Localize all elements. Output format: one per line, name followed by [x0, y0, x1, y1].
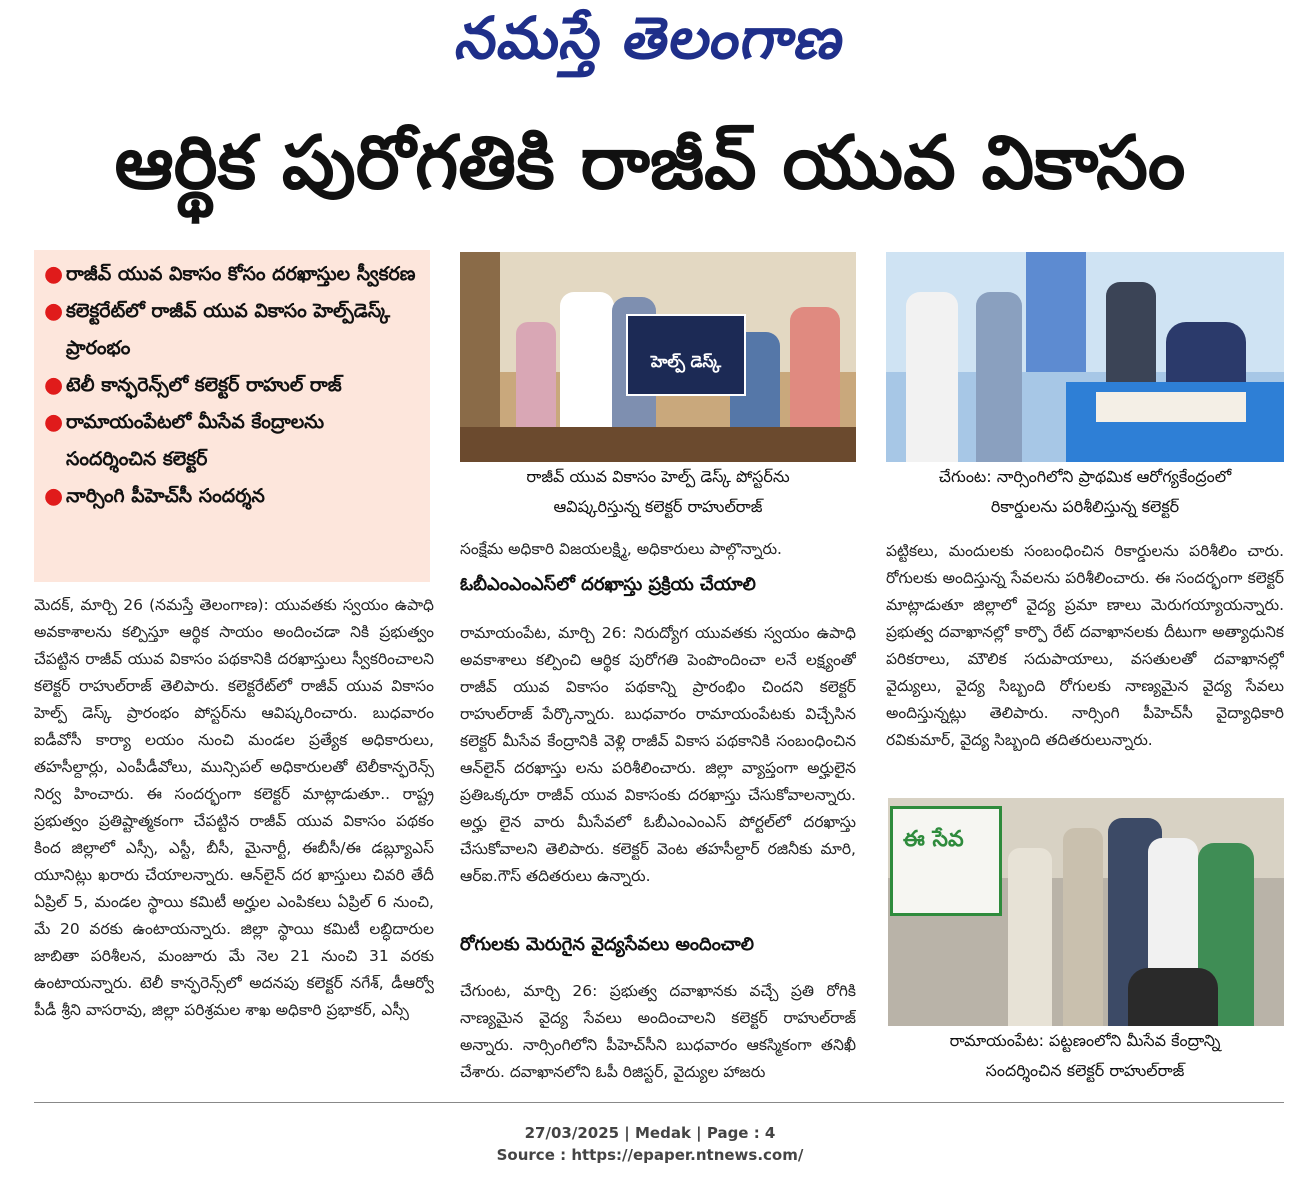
helpdesk-poster: హెల్ప్ డెస్క్ [626, 314, 746, 396]
headline: ఆర్థిక పురోగతికి రాజీవ్ యువ వికాసం [114, 120, 1186, 206]
meeseva-sign: ఈ సేవ [890, 806, 1002, 916]
bottom-rule [34, 1102, 1284, 1103]
highlights-box [34, 250, 430, 582]
photo1-caption: రాజీవ్ యువ వికాసం హెల్ప్ డెస్క్ పోస్టర్‌ను ఆవిష్కరిస్తున్న కలెక్టర్ రాహుల్‌రాజ్ [526, 467, 790, 516]
highlight-item: ● నార్సింగి పీహెచ్‌సీ సందర్శన [44, 484, 265, 509]
left-article: మెదక్, మార్చి 26 (నమస్తే తెలంగాణ): యువతకు స్వయం ఉపాధి అవకాశాలను కల్పిస్తూ ఆర్థిక సాయం అందించడా నికి ప్రభుత్వం చేపట్టిన రాజీవ్ యువ వికాసం పథకానికి దరఖాస్తులు స్వీకరించాలని కలెక్టర్ రాహుల్‌రాజ్ తెలిపారు. కలెక్టరేట్‌లో రాజీవ్ యువ వికాసం హెల్ప్ డెస్క్ ప్రారంభం పోస్టర్‌ను ఆవిష్కరించారు. బుధవారం ఐడీవోసీ కార్యా లయం నుంచి మండల ప్రత్యేక అధికారులు, తహసీల్దార్లు, ఎంపీడీవోలు, మున్సిపల్ అధికారులతో టెలీకాన్ఫరెన్స్ నిర్వ హించారు. ఈ సందర్భంగా కలెక్టర్ మాట్లాడుతూ.. రాష్ట్ర ప్రభుత్వం ప్రతిష్టాత్మకంగా చేపట్టిన రాజీవ్ యువ వికాసం పథకం కింద జిల్లాలో ఎస్సీ, ఎస్టీ, బీసీ, మైనార్టీ, ఈబీసీ/ఈ డబ్ల్యూఎస్ యూనిట్లు ఖరారు చేయాలన్నారు. ఆన్‌లైన్ దర ఖాస్తులు చివరి తేదీ ఏప్రిల్ 5, మండల స్థాయి కమిటీ అర్హుల ఎంపికలు ఏప్రిల్ 6 నుంచి, మే 20 వరకు ఉంటాయన్నారు. జిల్లా స్థాయి కమిటీ లబ్ధిదారుల జాబితా పరిశీలన, మంజూరు మే నెల 21 నుంచి 31 వరకు ఉంటాయన్నారు. టెలీ కాన్ఫరెన్స్‌లో అదనపు కలెక్టర్ నగేశ్, డీఆర్వో పీడీ శ్రీని వాసరావు, జిల్లా పరిశ్రమల శాఖ అధికారి ప్రభాకర్, ఎస్సీ [34, 596, 434, 1019]
photo3-caption: రామాయంపేట: పట్టణంలోని మీసేవ కేంద్రాన్ని సందర్శించిన కలెక్టర్ రాహుల్‌రాజ్ [949, 1031, 1221, 1080]
subhead-medical: రోగులకు మెరుగైన వైద్యసేవలు అందించాలి [460, 934, 754, 955]
highlight-item: ● రాజీవ్ యువ వికాసం కోసం దరఖాస్తుల స్వీకరణ [44, 262, 416, 287]
photo-helpdesk-launch [460, 252, 856, 462]
highlight-item: ● రామాయంపేటలో మీసేవ కేంద్రాలను సందర్శించిన కలెక్టర్ [44, 410, 325, 470]
highlight-item: ● టెలీ కాన్ఫరెన్స్‌లో కలెక్టర్ రాహుల్ రాజ్ [44, 373, 342, 398]
photo2-caption: చేగుంట: నార్సింగిలోని ప్రాథమిక ఆరోగ్యకేంద్రంలో రికార్డులను పరిశీలిస్తున్న కలెక్టర్ [938, 467, 1232, 516]
photo-meeseva-visit [888, 798, 1284, 1026]
middle-article-1: రామాయంపేట, మార్చి 26: నిరుద్యోగ యువతకు స్వయం ఉపాధి అవకాశాలు కల్పించి ఆర్థిక పురోగతి పెంపొందించా లనే లక్ష్యంతో రాజీవ్ యువ వికాసం పథకాన్ని ప్రారంభిం చిందని కలెక్టర్ రాహుల్‌రాజ్ పేర్కొన్నారు. బుధవారం రామాయంపేటకు విచ్చేసిన కలెక్టర్ మీసేవ కేంద్రానికి వెళ్లి రాజీవ్ వికాస పథకానికి సంబంధించిన ఆన్‌లైన్ దరఖాస్తు లను పరిశీలించారు. జిల్లా వ్యాప్తంగా అర్హులైన ప్రతిఒక్కరూ రాజీవ్ యువ వికాసంకు దరఖాస్తు చేసుకోవాలన్నారు. అర్హు లైన వారు మీసేవలో ఓబీఎంఎంఎస్ పోర్టల్‌లో దరఖాస్తు చేసుకోవాలని తెలిపారు. కలెక్టర్ వెంట తహసీల్దార్ రజినీకు మారి, ఆర్‌ఐ.గౌస్ తదితరులు ఉన్నారు. [460, 624, 856, 885]
highlight-item: ● కలెక్టరేట్‌లో రాజీవ్ యువ వికాసం హెల్ప్‌డెస్క్ ప్రారంభం [44, 299, 391, 359]
middle-article-2: చేగుంట, మార్చి 26: ప్రభుత్వ దవాఖానకు వచ్చే ప్రతి రోగికి నాణ్యమైన వైద్య సేవలు అందించాలని కలెక్టర్ రాహుల్‌రాజ్ అన్నారు. నార్సింగిలోని పీహెచ్‌సీని బుధవారం ఆకస్మికంగా తనిఖీ చేశారు. దవాఖానలోని ఓపీ రిజిస్టర్, వైద్యుల హాజరు [460, 982, 856, 1081]
footer-date-line: 27/03/2025 | Medak | Page : 4 [524, 1124, 776, 1142]
right-article: పట్టికలు, మందులకు సంబంధించిన రికార్డులను పరిశీలిం చారు. రోగులకు అందిస్తున్న సేవలను పరిశీలించారు. ఈ సందర్భంగా కలెక్టర్ మాట్లాడుతూ జిల్లాలో వైద్య ప్రమా ణాలు మెరుగయ్యాయన్నారు. ప్రభుత్వ దవాఖానల్లో కార్పొ రేట్ దవాఖానలకు దీటుగా అత్యాధునిక పరికరాలు, మౌలిక సదుపాయాలు, వసతులతో దవాఖానల్లో వైద్యులు, వైద్య సిబ్బంది రోగులకు నాణ్యమైన వైద్య సేవలు అందిస్తున్నట్లు తెలిపారు. నార్సింగి పీహెచ్‌సీ వైద్యాధికారి రవికుమార్, వైద్య సిబ్బంది తదితరులున్నారు. [886, 542, 1284, 749]
photo-phc-visit [886, 252, 1284, 462]
masthead: నమస్తే తెలంగాణ [451, 4, 852, 72]
subhead-obmms: ఓబీఎంఎంఎస్‌లో దరఖాస్తు ప్రక్రియ చేయాలి [460, 574, 756, 595]
footer-source-line: Source : https://epaper.ntnews.com/ [496, 1146, 804, 1164]
middle-top-text: సంక్షేమ అధికారి విజయలక్ష్మి, అధికారులు పాల్గొన్నారు. [460, 540, 782, 558]
